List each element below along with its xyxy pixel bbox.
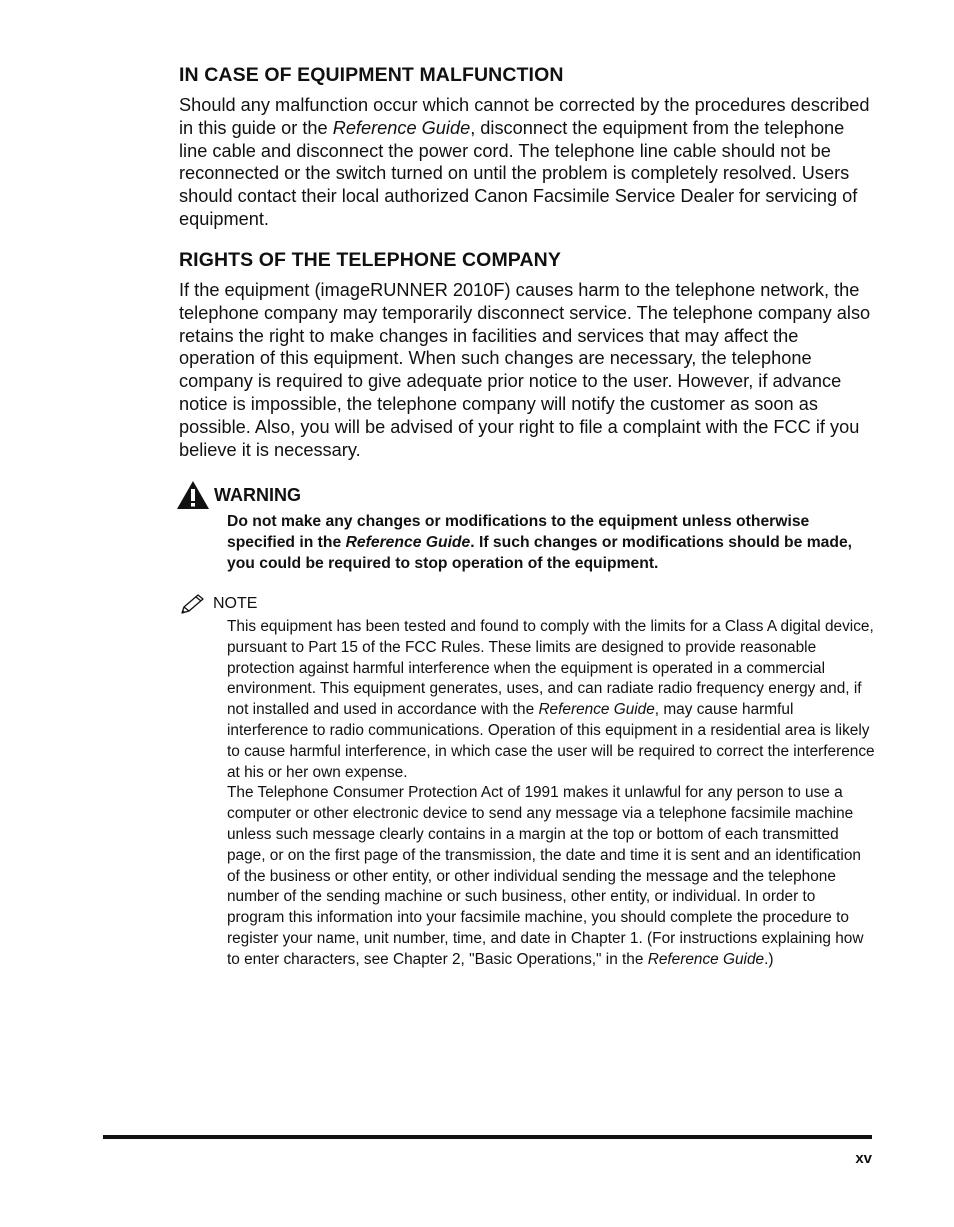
warning-label: WARNING <box>214 485 301 505</box>
note-paragraph-tcpa: The Telephone Consumer Protection Act of 1991 makes it unlawful for any person to use a computer or other electronic device to send any message via a telephone facsimile machine unless such message clearly contains in a margin at the top or bottom of each transmitted page, or on the first page of the transmission, the date and time it is sent and an identification of the business or other entity, or other individual sending the message and the telephone number of the sending machine or such business, other entity, or individual. In order to program this information into your facsimile machine, you should complete the procedure to register your name, unit number, time, and date in Chapter 1. (For instructions explaining how to enter characters, see Chapter 2, "Basic Operations," in the Reference Guide.) <box>227 784 864 968</box>
reference-guide-title: Reference Guide <box>538 701 655 719</box>
note-body <box>227 617 875 971</box>
section-heading-malfunction: IN CASE OF EQUIPMENT MALFUNCTION <box>179 64 564 86</box>
reference-guide-title: Reference Guide <box>345 534 471 551</box>
note-paragraph-fcc: This equipment has been tested and found to comply with the limits for a Class A digital device, pursuant to Part 15 of the FCC Rules. These limits are designed to provide reasonable protection against harmful interference when the equipment is operated in a commercial environment. This equipment generates, uses, and can radiate radio frequency energy and, if not installed and used in accordance with the Reference Guide, may cause harmful interference to radio communications. Operation of this equipment in a residential area is likely to cause harmful interference, in which case the user will be required to correct the interference at his or her own expense. <box>227 618 875 781</box>
warning-icon <box>176 480 210 510</box>
malfunction-paragraph: Should any malfunction occur which cannot be corrected by the procedures described in this guide or the Reference Guide, disconnect the equipment from the telephone line cable and disconnect the power cord. The telephone line cable should not be reconnected or the switch turned on until the problem is completely resolved. Users should contact their local authorized Canon Facsimile Service Dealer for servicing of equipment. <box>179 95 870 229</box>
reference-guide-title: Reference Guide <box>332 117 471 138</box>
section-heading-telephone-company: RIGHTS OF THE TELEPHONE COMPANY <box>179 249 561 271</box>
reference-guide-title: Reference Guide <box>647 950 765 968</box>
warning-text: Do not make any changes or modifications to the equipment unless otherwise specified in the Reference Guide. If such changes or modifications should be made, you could be required to stop operation of the equipment. <box>227 513 853 572</box>
footer-rule <box>103 1135 872 1139</box>
note-label: NOTE <box>213 595 258 612</box>
page-number: xv <box>855 1150 872 1167</box>
telephone-company-paragraph: If the equipment (imageRUNNER 2010F) causes harm to the telephone network, the telephone company may temporarily disconnect service. The telephone company also retains the right to make changes in facilities and services that may affect the operation of this equipment. When such changes are necessary, the telephone company is required to give adequate prior notice to the user. However, if advance notice is impossible, the telephone company will notify the customer as soon as possible. Also, you will be advised of your right to file a complaint with the FCC if you believe it is necessary. <box>179 280 871 460</box>
pencil-icon <box>179 593 207 615</box>
